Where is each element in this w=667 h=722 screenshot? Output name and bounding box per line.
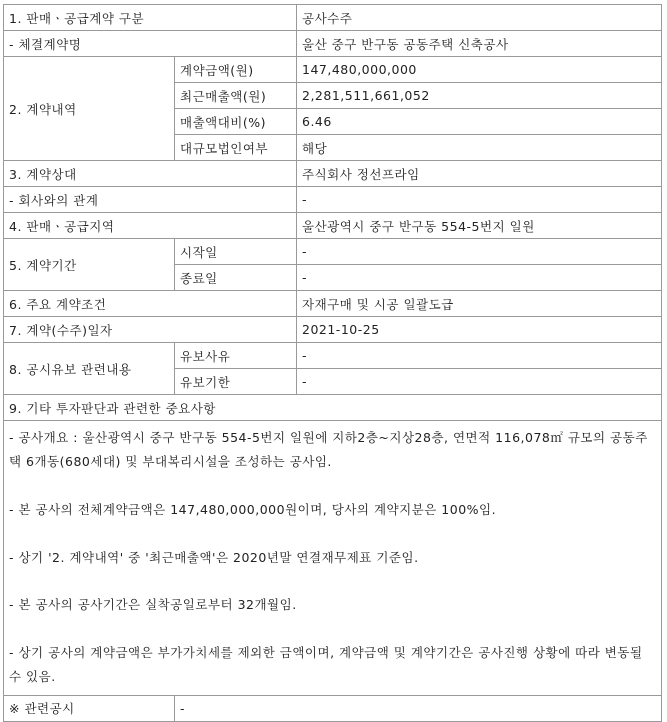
value-contract-amount: 147,480,000,000 xyxy=(297,57,662,83)
value-large-corp: 해당 xyxy=(297,135,662,161)
value-contract-date: 2021-10-25 xyxy=(297,317,662,343)
row-counterparty xyxy=(4,161,662,187)
label-contract-name: - 체결계약명 xyxy=(4,31,297,57)
label-related-disclosure: ※ 관련공시 xyxy=(4,695,175,721)
value-sales-ratio: 6.46 xyxy=(297,109,662,135)
label-contract-period: 5. 계약기간 xyxy=(4,239,175,291)
value-counterparty: 주식회사 정선프라임 xyxy=(297,161,662,187)
label-end-date: 종료일 xyxy=(175,265,297,291)
value-recent-sales: 2,281,511,661,052 xyxy=(297,83,662,109)
label-main-terms: 6. 주요 계약조건 xyxy=(4,291,297,317)
value-deferral-reason: - xyxy=(297,343,662,369)
value-main-terms: 자재구매 및 시공 일괄도급 xyxy=(297,291,662,317)
label-contract-type: 1. 판매ㆍ공급계약 구분 xyxy=(4,5,297,31)
label-contract-details: 2. 계약내역 xyxy=(4,57,175,161)
row-contract-amount xyxy=(4,57,662,83)
value-related-disclosure: - xyxy=(175,695,662,721)
value-relationship: - xyxy=(297,187,662,213)
value-deferral-period: - xyxy=(297,369,662,395)
label-sales-ratio: 매출액대비(%) xyxy=(175,109,297,135)
value-supply-region: 울산광역시 중구 반구동 554-5번지 일원 xyxy=(297,213,662,239)
row-notes xyxy=(4,421,662,696)
note-item: - 본 공사의 전체계약금액은 147,480,000,000원이며, 당사의 계약지분은 100%임. xyxy=(9,501,497,517)
value-contract-type: 공사수주 xyxy=(297,5,662,31)
note-item: - 공사개요 : 울산광역시 중구 반구동 554-5번지 일원에 지하2층~지상28층, 연면적 116,078㎡ 규모의 공동주택 6개동(680세대) 및 부대복리시설을 조성하는 공사임. xyxy=(9,430,648,469)
label-contract-date: 7. 계약(수주)일자 xyxy=(4,317,297,343)
label-large-corp: 대규모법인여부 xyxy=(175,135,297,161)
note-item: - 본 공사의 공사기간은 실착공일로부터 32개월임. xyxy=(9,597,297,613)
row-deferral-reason xyxy=(4,343,662,369)
label-deferral-period: 유보기한 xyxy=(175,369,297,395)
label-other-matters: 9. 기타 투자판단과 관련한 중요사항 xyxy=(4,395,662,421)
value-start-date: - xyxy=(297,239,662,265)
note-item: - 상기 '2. 계약내역' 중 '최근매출액'은 2020년말 연결재무제표 기준임. xyxy=(9,549,419,565)
row-start-date xyxy=(4,239,662,265)
row-supply-region xyxy=(4,213,662,239)
label-relationship: - 회사와의 관계 xyxy=(4,187,297,213)
label-supply-region: 4. 판매ㆍ공급지역 xyxy=(4,213,297,239)
label-deferral: 8. 공시유보 관련내용 xyxy=(4,343,175,395)
note-item: - 상기 공사의 계약금액은 부가가치세를 제외한 금액이며, 계약금액 및 계약기간은 공사진행 상황에 따라 변동될 수 있음. xyxy=(9,645,643,684)
label-recent-sales: 최근매출액(원) xyxy=(175,83,297,109)
row-related-disclosure xyxy=(4,695,662,721)
row-other-matters xyxy=(4,395,662,421)
label-contract-amount: 계약금액(원) xyxy=(175,57,297,83)
label-counterparty: 3. 계약상대 xyxy=(4,161,297,187)
row-contract-type xyxy=(4,5,662,31)
row-main-terms xyxy=(4,291,662,317)
value-end-date: - xyxy=(297,265,662,291)
row-contract-date xyxy=(4,317,662,343)
disclosure-table xyxy=(3,4,662,722)
row-relationship xyxy=(4,187,662,213)
value-contract-name: 울산 중구 반구동 공동주택 신축공사 xyxy=(297,31,662,57)
label-deferral-reason: 유보사유 xyxy=(175,343,297,369)
row-contract-name xyxy=(4,31,662,57)
notes-cell xyxy=(4,421,662,696)
label-start-date: 시작일 xyxy=(175,239,297,265)
